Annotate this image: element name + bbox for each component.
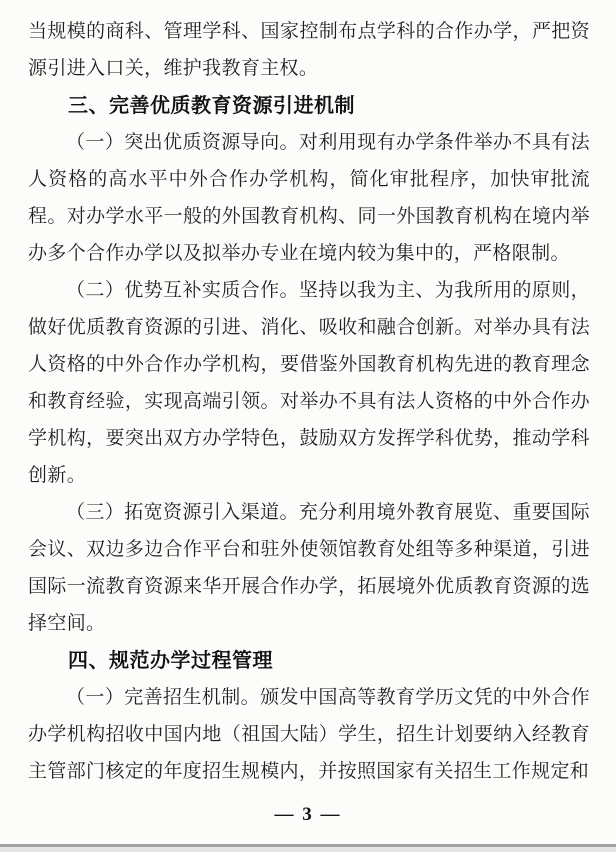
- paragraph-item-2: （二）优势互补实质合作。坚持以我为主、为我所用的原则，做好优质教育资源的引进、消化、吸收和融合创新。对举办具有法人资格的中外合作办学机构，要借鉴外国教育机构先进的教育理念和教育经验，实现高端引领。对举办不具有法人资格的中外合作办学机构，要突出双方办学特色，鼓励双方发挥学科优势，推动学科创新。: [28, 280, 590, 486]
- page-content: [28, 13, 590, 790]
- page-bottom-edge-area: [0, 847, 616, 852]
- paragraph-item-4: （一）完善招生机制。颁发中国高等教育学历文凭的中外合作办学机构招收中国内地（祖国大陆）学生，招生计划要纳入经教育主管部门核定的年度招生规模内，并按照国家有关招生工作规定和: [28, 687, 590, 782]
- section-heading-3: 三、完善优质教育资源引进机制: [68, 93, 355, 117]
- paragraph-continuation: 当规模的商科、管理学科、国家控制布点学科的合作办学，严把资源引进入口关，维护我教育主权。: [28, 21, 590, 79]
- paragraph-item-1: （一）突出优质资源导向。对利用现有办学条件举办不具有法人资格的高水平中外合作办学机构，简化审批程序，加快审批流程。对办学水平一般的外国教育机构、同一外国教育机构在境内举办多个合作办学以及拟举办专业在境内较为集中的，严格限制。: [28, 132, 590, 264]
- page-number: — 3 —: [274, 804, 342, 825]
- paragraph-item-3: （三）拓宽资源引入渠道。充分利用境外教育展览、重要国际会议、双边多边合作平台和驻外使领馆教育处组等多种渠道，引进国际一流教育资源来华开展合作办学，拓展境外优质教育资源的选择空间。: [28, 502, 590, 634]
- section-heading-4: 四、规范办学过程管理: [68, 648, 273, 672]
